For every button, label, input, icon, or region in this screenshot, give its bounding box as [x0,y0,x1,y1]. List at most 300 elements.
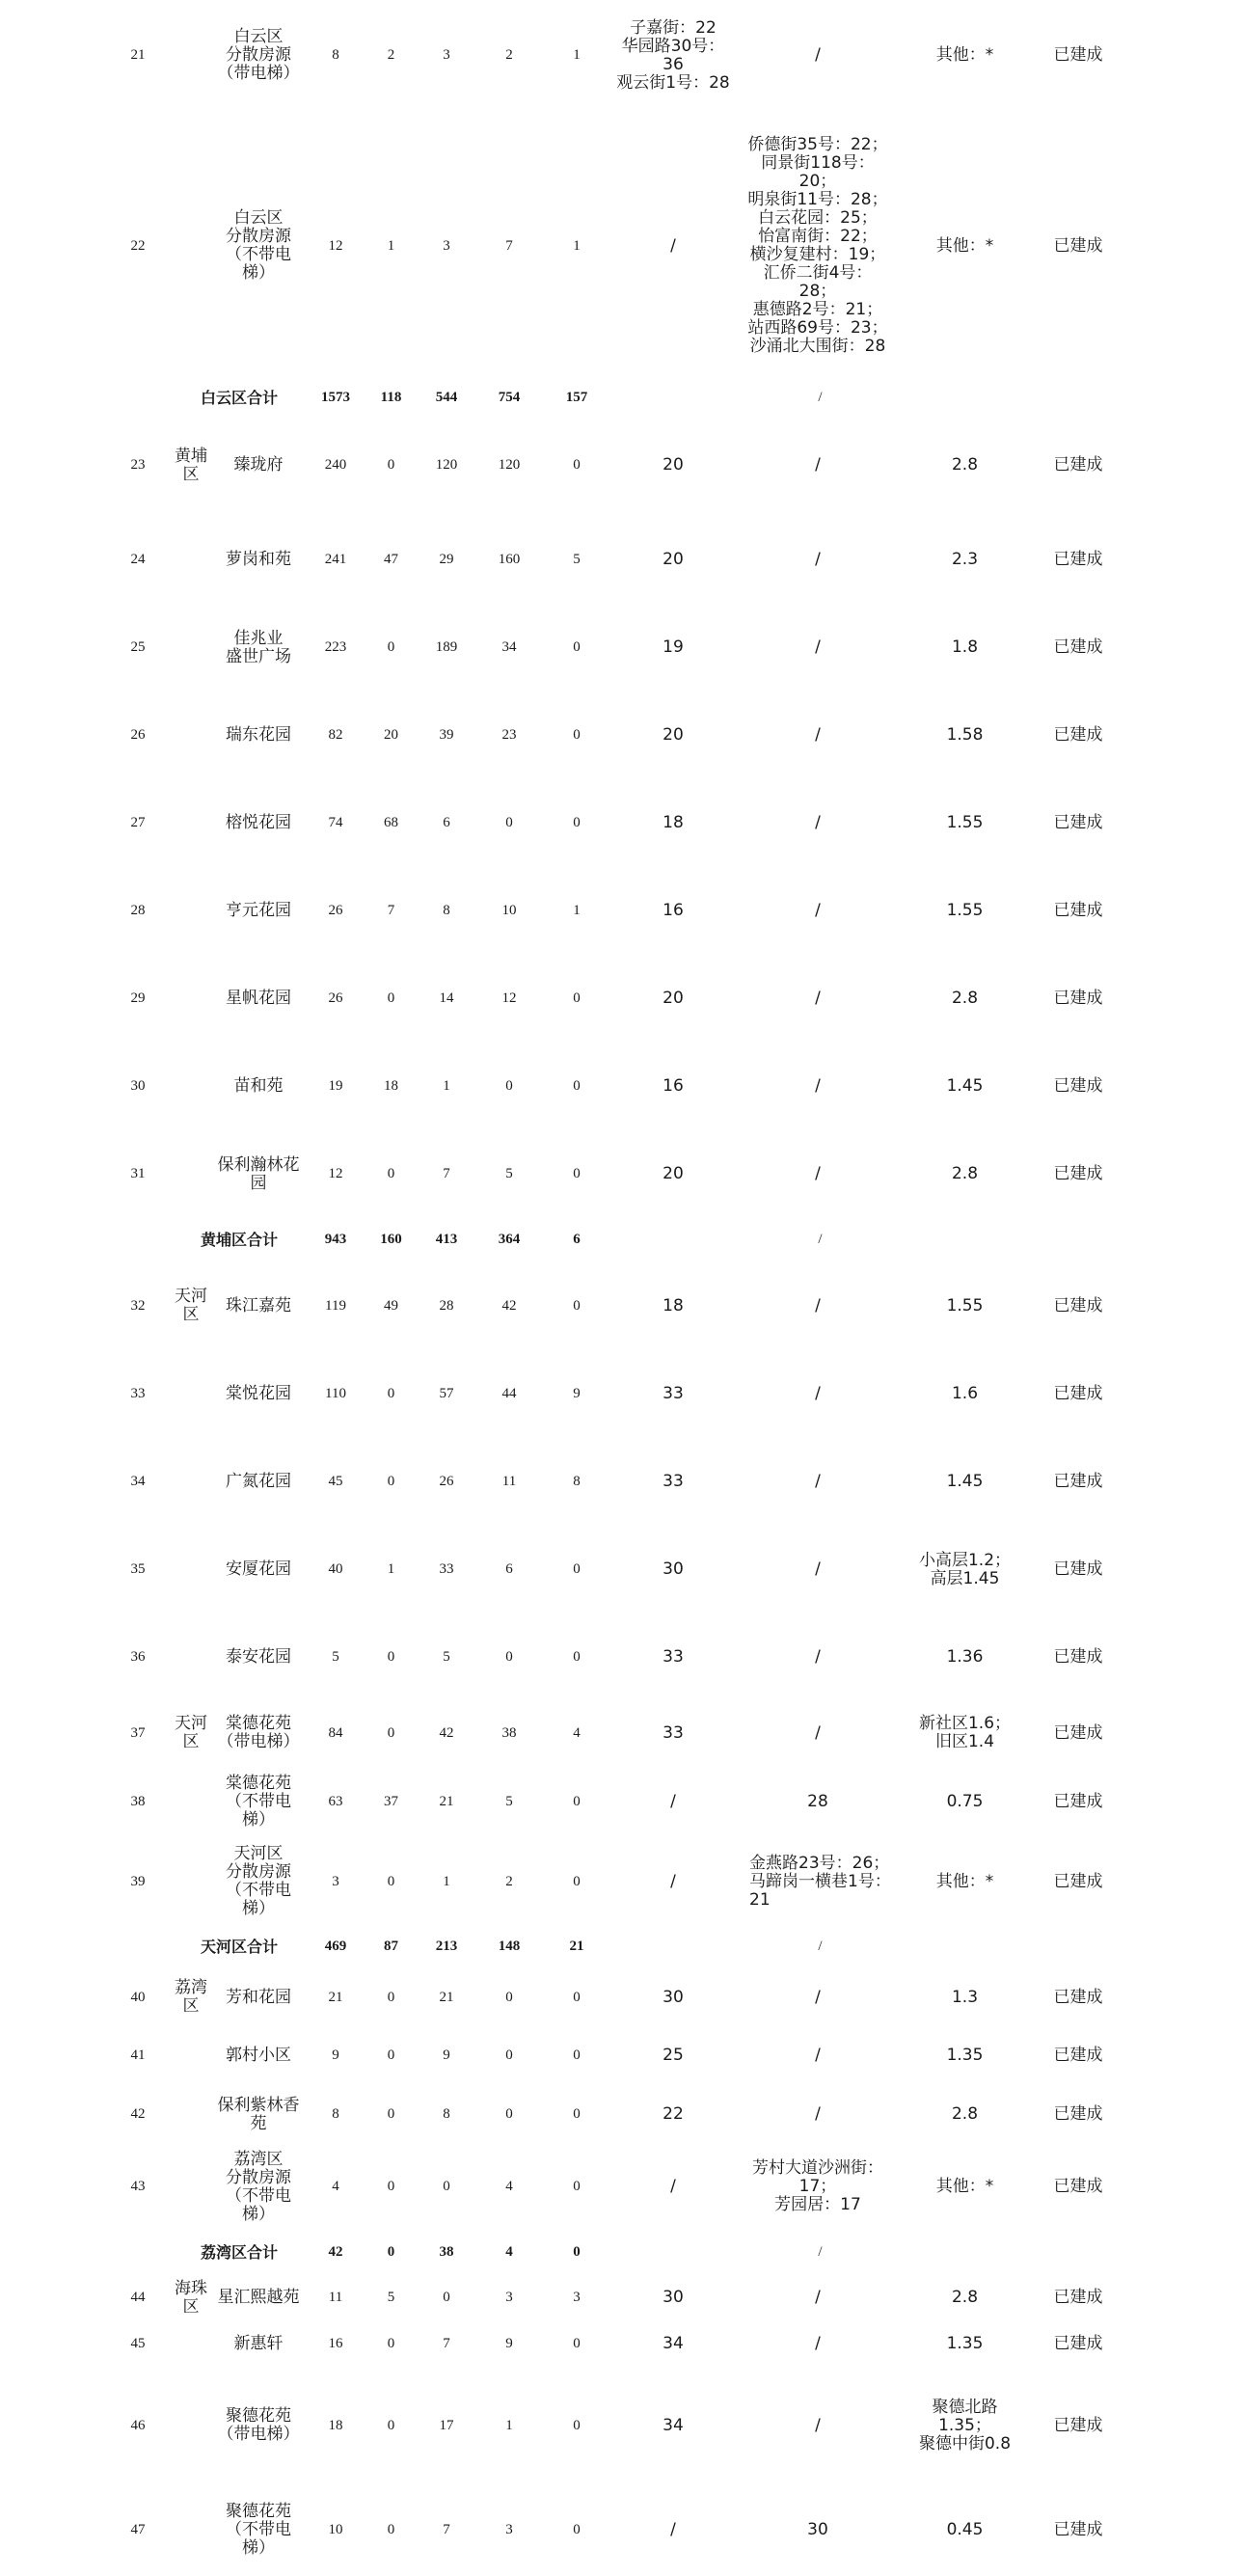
table-row [104,1526,1126,1613]
rent-elevator: 33 [663,1647,684,1667]
rent-elevator: 18 [663,1295,684,1315]
rent-elevator: 22 [663,2104,684,2124]
total-units: 5 [332,1649,339,1665]
rent-elevator: 20 [663,725,684,745]
project-name: 芳和花园 [226,1987,291,2007]
blank-cell [104,2230,172,2274]
district-cell [172,1526,210,1613]
build-status: 已建成 [1053,2520,1103,2539]
build-status: 已建成 [1053,2288,1103,2307]
rent-elevator: 20 [663,550,684,569]
unit-col1: 68 [384,815,398,830]
table-row [104,1838,1126,1925]
project-name: 泰安花园 [226,1647,291,1667]
project-name: 荔湾区 分散房源 （不带电 梯） [226,2149,291,2224]
build-status: 已建成 [1053,45,1103,65]
unit-col3: 5 [505,1166,513,1181]
unit-col3: 120 [498,457,521,473]
district-cell [172,2085,210,2144]
row-number: 40 [130,1989,146,2005]
unit-col1: 0 [387,1989,395,2005]
build-status: 已建成 [1053,1722,1103,1743]
rent-no-elevator: / [815,1647,821,1667]
build-status: 已建成 [1053,1987,1103,2007]
build-status: 已建成 [1053,637,1103,657]
rent-no-elevator: / [815,725,821,745]
district-cell: 天河 区 [175,1714,207,1751]
unit-col1: 37 [384,1793,398,1809]
total-units: 12 [328,237,343,254]
unit-col3: 0 [505,1649,513,1665]
subtotal-col4: 157 [565,390,588,405]
subtotal-total: 42 [328,2243,343,2260]
unit-col4: 0 [573,815,581,830]
unit-col4: 0 [573,1793,581,1809]
unit-col3: 0 [505,1078,513,1094]
table-row [104,1968,1126,2026]
row-number: 42 [130,2106,146,2122]
total-units: 21 [328,1989,343,2005]
unit-col4: 0 [573,1078,581,1094]
district-cell [172,955,210,1043]
unit-col1: 0 [387,2417,395,2433]
unit-col3: 160 [498,552,521,567]
table-row [104,2484,1126,2576]
district-cell: 荔湾 区 [175,1978,207,2016]
rent-no-elevator: / [815,2334,821,2353]
build-status: 已建成 [1053,901,1103,920]
rent-no-elevator: / [815,1559,821,1579]
total-units: 10 [328,2522,343,2537]
unit-col4: 0 [573,1166,581,1181]
unit-col1: 47 [384,552,398,567]
rent-no-elevator: 侨德街35号：22； 同景街118号： 20； 明泉街11号：28； 白云花园：25； 怡富南街：22； 横沙复建村：19； 汇侨二街4号： 28； 惠德路2号：21； 站西路69号：23； 沙涌北大围街：28 [747,135,888,356]
table-row [104,1261,1126,1350]
row-number: 44 [130,2290,146,2305]
table-row [104,604,1126,691]
district-cell [172,2484,210,2576]
management-fee: 2.8 [951,2104,979,2124]
build-status: 已建成 [1053,989,1103,1008]
unit-col2: 9 [443,2047,450,2063]
subtotal-col1: 118 [380,390,402,405]
district-cell [172,691,210,779]
rent-elevator: / [670,1791,676,1811]
management-fee: 1.6 [951,1384,979,1403]
table-row [104,2321,1126,2367]
rent-elevator: 30 [663,2288,684,2307]
unit-col2: 42 [439,1724,454,1741]
unit-col3: 4 [505,2179,513,2194]
rent-no-elevator: / [815,1722,821,1743]
subtotal-slash: / [818,2243,823,2260]
project-name: 白云区 分散房源 （带电梯） [217,27,300,83]
unit-col2: 8 [443,2106,450,2122]
row-number: 27 [130,815,146,830]
table-row [104,779,1126,867]
total-units: 74 [328,815,343,830]
unit-col4: 0 [573,2047,581,2063]
unit-col1: 7 [387,903,395,918]
rent-elevator: 33 [663,1472,684,1491]
table-row [104,1613,1126,1701]
row-number: 22 [130,237,146,254]
unit-col1: 0 [387,2047,395,2063]
row-number: 34 [130,1474,146,1489]
unit-col2: 7 [443,1166,450,1181]
district-cell [172,2367,210,2484]
subtotal-row [104,1925,1126,1968]
unit-col4: 0 [573,2179,581,2194]
unit-col2: 39 [439,727,454,743]
row-number: 24 [130,552,146,567]
build-status: 已建成 [1053,1472,1103,1491]
subtotal-total: 943 [324,1232,347,1247]
blank-cell [1030,381,1126,415]
row-number: 29 [130,990,146,1006]
row-number: 41 [130,2047,146,2063]
build-status: 已建成 [1053,1076,1103,1096]
table-row [104,2367,1126,2484]
row-number: 43 [130,2179,146,2194]
management-fee: 2.8 [951,989,979,1008]
rent-no-elevator: / [815,901,821,920]
total-units: 45 [328,1474,343,1489]
project-name: 棠德花苑 （带电梯） [217,1714,300,1751]
district-cell [172,1043,210,1130]
build-status: 已建成 [1053,1295,1103,1315]
unit-col3: 34 [501,639,517,655]
table-row [104,1350,1126,1438]
rent-no-elevator: / [815,637,821,657]
management-fee: 其他：* [935,235,994,256]
unit-col2: 3 [443,237,450,254]
unit-col3: 42 [501,1297,517,1314]
unit-col3: 3 [505,2522,513,2537]
subtotal-slash: / [818,1232,823,1247]
unit-col2: 29 [439,552,454,567]
unit-col2: 1 [443,1078,450,1094]
build-status: 已建成 [1053,1791,1103,1811]
table-body [104,0,1126,2576]
district-cell: 黄埔 区 [175,446,207,484]
unit-col2: 0 [443,2179,450,2194]
table-row [104,0,1126,111]
unit-col3: 2 [505,47,513,63]
row-number: 37 [130,1724,146,1741]
row-number: 21 [130,47,146,63]
row-number: 23 [130,457,146,473]
blank-cell [1030,2230,1126,2274]
total-units: 63 [328,1793,343,1809]
unit-col1: 0 [387,1873,395,1889]
build-status: 已建成 [1053,1871,1103,1891]
row-number: 46 [130,2417,146,2433]
unit-col2: 120 [435,457,458,473]
subtotal-col4: 0 [573,2243,581,2260]
unit-col4: 8 [573,1474,581,1489]
district-cell [172,0,210,111]
unit-col4: 0 [573,1649,581,1665]
rent-elevator: / [670,1871,676,1891]
unit-col2: 5 [443,1649,450,1665]
management-fee: 1.55 [946,813,984,832]
total-units: 26 [328,903,343,918]
unit-col4: 0 [573,639,581,655]
unit-col1: 0 [387,639,395,655]
unit-col4: 4 [573,1724,581,1741]
unit-col4: 0 [573,727,581,743]
district-cell [172,1438,210,1526]
total-units: 8 [332,2106,339,2122]
management-fee: 0.45 [946,2520,984,2539]
build-status: 已建成 [1053,1559,1103,1579]
unit-col2: 57 [439,1386,454,1401]
rent-elevator: 16 [663,1076,684,1096]
rent-no-elevator: / [815,2046,821,2065]
rent-no-elevator: / [815,1295,821,1315]
unit-col4: 0 [573,1873,581,1889]
rent-no-elevator: / [815,989,821,1008]
build-status: 已建成 [1053,725,1103,745]
subtotal-col3: 754 [498,390,521,405]
management-fee: 新社区1.6； 旧区1.4 [918,1714,1012,1751]
unit-col4: 1 [573,237,581,254]
unit-col3: 7 [505,237,513,254]
subtotal-col3: 148 [498,1939,521,1954]
subtotal-row [104,381,1126,415]
build-status: 已建成 [1053,2334,1103,2353]
rent-no-elevator: 金燕路23号：26； 马蹄岗一横巷1号： 21 [749,1853,891,1910]
unit-col1: 1 [387,1561,395,1577]
blank-cell [104,1925,172,1968]
unit-col3: 10 [501,903,517,918]
subtotal-row [104,2230,1126,2274]
subtotal-row [104,1218,1126,1261]
project-name: 聚德花苑 （不带电 梯） [226,2502,291,2558]
rent-elevator: 18 [663,813,684,832]
blank-cell [1030,1218,1126,1261]
total-units: 12 [328,1166,343,1181]
rent-elevator: / [670,235,676,256]
row-number: 35 [130,1561,146,1577]
rent-elevator: 19 [663,637,684,657]
unit-col3: 6 [505,1561,513,1577]
row-number: 33 [130,1386,146,1401]
district-cell [172,867,210,955]
rent-elevator: 16 [663,901,684,920]
subtotal-col2: 544 [435,390,458,405]
subtotal-col1: 87 [384,1939,398,1954]
management-fee: 1.36 [946,1647,984,1667]
table-row [104,516,1126,604]
rent-elevator: 子嘉街：22 华园路30号： 36 观云街1号：28 [616,17,730,93]
row-number: 39 [130,1873,146,1889]
total-units: 8 [332,47,339,63]
project-name: 亨元花园 [226,901,291,920]
project-name: 臻珑府 [233,455,284,475]
total-units: 18 [328,2417,343,2433]
subtotal-col3: 364 [498,1232,521,1247]
subtotal-label: 天河区合计 [200,1938,278,1956]
unit-col1: 20 [384,727,398,743]
unit-col2: 21 [439,1793,454,1809]
project-name: 天河区 分散房源 （不带电 梯） [226,1844,291,1918]
district-cell: 海珠 区 [175,2278,207,2317]
subtotal-col2: 213 [435,1939,458,1954]
project-name: 星汇熙越苑 [217,2288,300,2307]
project-name: 榕悦花园 [226,813,291,832]
blank-cell [1030,1925,1126,1968]
row-number: 30 [130,1078,146,1094]
unit-col1: 0 [387,1386,395,1401]
unit-col4: 0 [573,457,581,473]
build-status: 已建成 [1053,1164,1103,1183]
subtotal-col4: 21 [569,1939,584,1954]
district-cell [172,1613,210,1701]
subtotal-label: 黄埔区合计 [200,1231,278,1249]
row-number: 47 [130,2522,146,2537]
blank-cell [104,381,172,415]
unit-col1: 0 [387,457,395,473]
rent-no-elevator: / [815,45,821,65]
unit-col4: 1 [573,47,581,63]
district-cell [172,2321,210,2367]
rent-elevator: / [670,2177,676,2196]
unit-col1: 0 [387,2179,395,2194]
management-fee: 1.45 [946,1076,984,1096]
project-name: 广氮花园 [226,1472,291,1491]
rent-elevator: 33 [663,1722,684,1743]
total-units: 19 [328,1078,343,1094]
unit-col2: 8 [443,903,450,918]
total-units: 9 [332,2047,339,2063]
total-units: 11 [328,2290,343,2305]
project-name: 保利瀚林花 园 [217,1154,300,1193]
build-status: 已建成 [1053,2046,1103,2065]
project-name: 郭村小区 [226,2046,291,2065]
unit-col2: 21 [439,1989,454,2005]
management-fee: 0.75 [946,1791,984,1811]
unit-col3: 38 [501,1724,517,1741]
management-fee: 聚德北路 1.35； 聚德中街0.8 [918,2397,1012,2454]
district-cell [172,1838,210,1925]
management-fee: 其他：* [935,2177,994,2196]
subtotal-label: 白云区合计 [200,389,278,407]
unit-col4: 9 [573,1386,581,1401]
unit-col2: 7 [443,2522,450,2537]
management-fee: 1.3 [951,1987,979,2007]
rent-no-elevator: / [815,1384,821,1403]
project-name: 新惠轩 [233,2334,284,2353]
row-number: 36 [130,1649,146,1665]
project-name: 聚德花苑 （带电梯） [217,2406,300,2444]
project-name: 珠江嘉苑 [226,1295,291,1315]
blank-cell [104,1218,172,1261]
project-name: 棠德花苑 （不带电 梯） [226,1773,291,1830]
build-status: 已建成 [1053,235,1103,256]
management-fee: 1.55 [946,1295,984,1315]
subtotal-slash: / [818,390,823,405]
unit-col1: 18 [384,1078,398,1094]
project-name: 萝岗和苑 [226,550,291,569]
unit-col3: 44 [501,1386,517,1401]
unit-col4: 0 [573,990,581,1006]
management-fee: 2.8 [951,455,979,475]
table-row [104,2144,1126,2230]
unit-col4: 0 [573,2417,581,2433]
district-cell [172,604,210,691]
subtotal-col1: 0 [387,2243,395,2260]
project-name: 瑞东花园 [226,725,291,745]
subtotal-label: 荔湾区合计 [200,2242,278,2262]
unit-col2: 0 [443,2290,450,2305]
management-fee: 1.35 [946,2334,984,2353]
unit-col1: 49 [384,1297,398,1314]
total-units: 26 [328,990,343,1006]
district-cell [172,1765,210,1838]
unit-col1: 2 [387,47,395,63]
subtotal-total: 1573 [321,390,350,405]
unit-col2: 1 [443,1873,450,1889]
rent-elevator: 25 [663,2046,684,2065]
rent-elevator: 30 [663,1987,684,2007]
rent-elevator: 20 [663,1164,684,1183]
subtotal-col4: 6 [573,1232,581,1247]
district-cell [172,111,210,381]
unit-col4: 0 [573,1561,581,1577]
table-row [104,1438,1126,1526]
table-row [104,867,1126,955]
project-name: 佳兆业 盛世广场 [226,628,291,666]
unit-col2: 14 [439,990,454,1006]
management-fee: 1.58 [946,725,984,745]
unit-col3: 12 [501,990,517,1006]
total-units: 110 [325,1386,346,1401]
total-units: 241 [324,552,347,567]
table-row [104,415,1126,516]
project-name: 保利紫林香 苑 [217,2095,300,2133]
rent-elevator: 20 [663,455,684,475]
district-cell [172,2026,210,2085]
rent-elevator: / [670,2520,676,2539]
build-status: 已建成 [1053,455,1103,475]
rent-no-elevator: / [815,455,821,475]
unit-col4: 3 [573,2290,581,2305]
unit-col3: 11 [501,1474,517,1489]
total-units: 240 [324,457,347,473]
rent-elevator: 34 [663,2415,684,2435]
total-units: 223 [324,639,347,655]
table-row [104,1130,1126,1218]
unit-col4: 1 [573,903,581,918]
table-row [104,2085,1126,2144]
unit-col1: 0 [387,1724,395,1741]
subtotal-col2: 38 [439,2243,454,2260]
total-units: 16 [328,2336,343,2351]
total-units: 3 [332,1873,339,1889]
build-status: 已建成 [1053,550,1103,569]
row-number: 25 [130,639,146,655]
total-units: 119 [325,1297,346,1314]
management-fee: 1.35 [946,2046,984,2065]
total-units: 4 [332,2179,339,2194]
table-row [104,1701,1126,1765]
unit-col1: 0 [387,2522,395,2537]
total-units: 40 [328,1561,343,1577]
unit-col2: 26 [439,1474,454,1489]
unit-col3: 0 [505,815,513,830]
